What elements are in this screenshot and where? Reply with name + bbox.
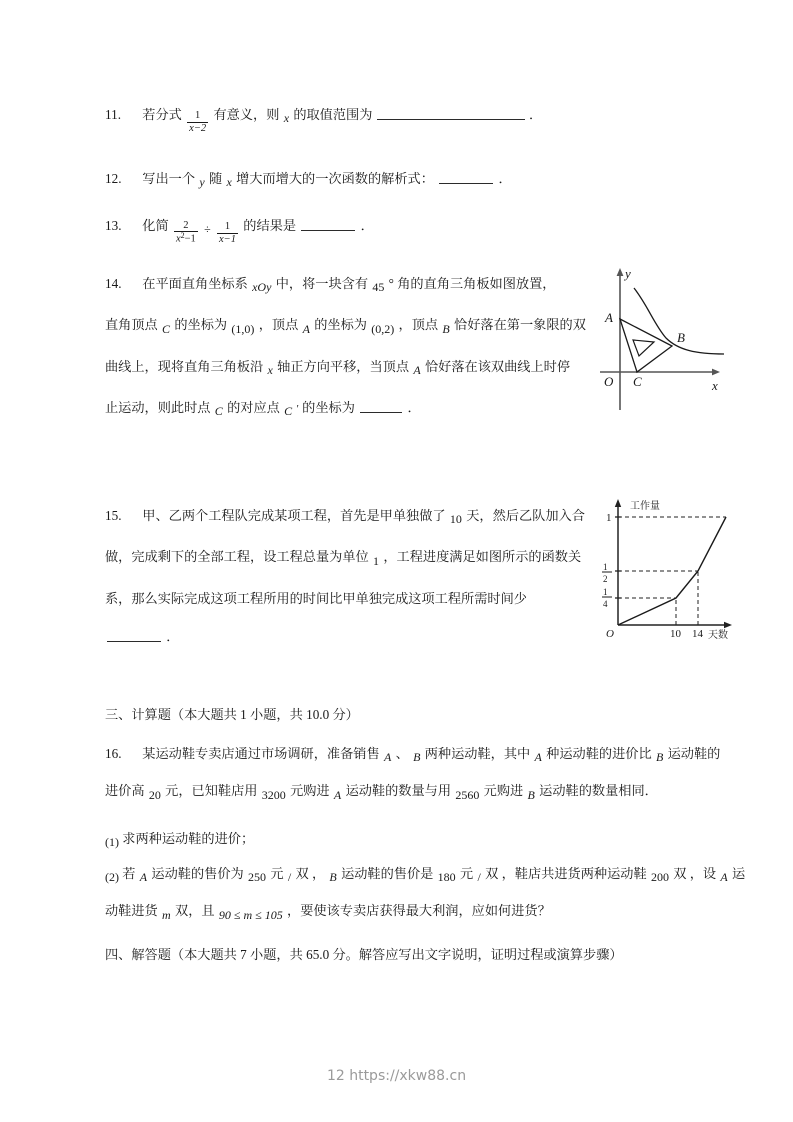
ylabel-half-den: 2 bbox=[603, 574, 608, 584]
q14-t14: 的对应点 bbox=[227, 400, 280, 416]
label-point-A: A bbox=[605, 310, 613, 325]
q16-s2-shuang2: 双 bbox=[485, 866, 499, 881]
q16-shoe-B3: B bbox=[527, 787, 535, 802]
ylabel-quarter-num: 1 bbox=[603, 587, 608, 597]
q15-days-10: 10 bbox=[449, 512, 462, 527]
q16-slash-1: / bbox=[287, 870, 292, 885]
q15-t1: 甲、乙两个工程队完成某项工程，首先是甲单独做了 bbox=[142, 508, 446, 523]
q16-t4: 种运动鞋的进价比 bbox=[546, 746, 652, 761]
question-15-line-2 bbox=[105, 538, 585, 579]
fraction-denominator: x−1 bbox=[219, 234, 236, 246]
denom-exponent: 2 bbox=[180, 231, 185, 241]
fraction-numerator: 2 bbox=[183, 219, 189, 231]
section-4-heading: 四、解答题（本大题共 7 小题，共 65.0 分。解答应写出文字说明，证明过程或演算步骤） bbox=[105, 947, 623, 962]
label-point-C: C bbox=[633, 374, 642, 389]
question-11-answer-blank[interactable] bbox=[377, 106, 525, 120]
q16-t2: 、 bbox=[395, 746, 409, 761]
question-13-text-b: 的结果是 bbox=[243, 218, 297, 233]
label-origin: O bbox=[604, 374, 614, 389]
question-12-text-a: 写出一个 bbox=[142, 171, 196, 186]
q16-s2-yuan1: 元 bbox=[270, 866, 284, 881]
label-axis-x: x bbox=[712, 378, 718, 393]
q16-s2-t6: ，设 bbox=[689, 866, 717, 881]
sub-1-label: (1) bbox=[105, 835, 119, 849]
question-15-line-3 bbox=[105, 580, 585, 618]
question-11-line-1 bbox=[105, 98, 542, 135]
question-16 bbox=[105, 737, 720, 812]
q16-qty-200: 200 bbox=[650, 870, 669, 885]
question-13 bbox=[105, 209, 374, 246]
label-axis-y: y bbox=[625, 266, 631, 281]
question-13-period: ． bbox=[360, 218, 374, 233]
q16-shoe-A3: A bbox=[333, 787, 342, 802]
q16-shoe-A: A bbox=[383, 750, 392, 765]
xlabel-10: 10 bbox=[670, 628, 681, 640]
q16-s2-shuang1: 双 bbox=[295, 866, 309, 881]
q14-t5: 的坐标为 bbox=[174, 317, 228, 333]
chart-x-arrow bbox=[724, 622, 732, 628]
chart-y-arrow bbox=[615, 499, 621, 507]
question-16-sub-2-line-1 bbox=[105, 857, 745, 894]
q14-point-A: A bbox=[302, 321, 310, 336]
question-14-line-1 bbox=[105, 265, 586, 306]
question-12-var-y: y bbox=[199, 175, 205, 190]
q16-price-180: 180 bbox=[437, 870, 456, 885]
q15-period: ． bbox=[166, 628, 180, 644]
q16-t6: 进价高 bbox=[105, 783, 145, 799]
q14-t1: 在平面直角坐标系 bbox=[142, 276, 248, 291]
fraction-numerator: 1 bbox=[195, 110, 201, 122]
question-11-text-a: 若分式 bbox=[142, 107, 182, 122]
q16-t7: 元，已知鞋店用 bbox=[165, 783, 258, 799]
denom-var: x bbox=[175, 234, 181, 246]
question-16-sub-2-line-2 bbox=[105, 894, 745, 931]
section-3-heading: 三、计算题（本大题共 1 小题，共 10.0 分） bbox=[105, 707, 359, 722]
q14-t2: 中，将一块含有 bbox=[275, 276, 369, 291]
question-16-sub-1-line bbox=[105, 822, 254, 859]
question-11-number: 11. bbox=[105, 107, 121, 122]
question-12-text-c: 增大而增大的一次函数的解析式： bbox=[236, 171, 434, 186]
question-12-number: 12. bbox=[105, 171, 122, 186]
chart-y-axis-title: 工作量 bbox=[630, 501, 660, 512]
q14-coord-1-0: (1,0) bbox=[231, 321, 255, 336]
q15-t4: ，工程进度满足如图所示的函数关 bbox=[383, 549, 582, 565]
question-14-line-3 bbox=[105, 348, 586, 389]
question-11-text-c: 的取值范围为 bbox=[293, 107, 373, 122]
q14-t3: 角的直角三角板如图放置， bbox=[397, 276, 556, 291]
question-16-line-1 bbox=[105, 737, 720, 774]
q14-point-C2: C bbox=[214, 404, 223, 419]
label-point-B: B bbox=[677, 330, 685, 345]
q16-s2-t1: 若 bbox=[122, 866, 136, 881]
q14-t8: ，顶点 bbox=[398, 317, 439, 333]
q14-coord-system-xoy: xOy bbox=[252, 280, 272, 295]
fraction-denominator bbox=[174, 231, 198, 245]
question-16-number: 16. bbox=[105, 746, 122, 761]
denom-rest: −1 bbox=[184, 234, 196, 246]
q15-t5: 系，那么实际完成这项工程所用的时间比甲单独完成这项工程所需时间少 bbox=[105, 590, 527, 606]
q16-inequality-range: 90 ≤ m ≤ 105 bbox=[218, 907, 283, 922]
question-12-period: ． bbox=[498, 171, 512, 186]
q16-t11: 运动鞋的数量相同． bbox=[539, 783, 658, 799]
q16-s2-yuan2: 元 bbox=[459, 866, 474, 881]
q16-t9: 运动鞋的数量与用 bbox=[345, 783, 452, 799]
question-11-var-x: x bbox=[283, 111, 290, 126]
q16-shoe-B2: B bbox=[655, 750, 664, 765]
question-11-period: ． bbox=[529, 107, 543, 122]
question-14-line-2 bbox=[105, 306, 586, 347]
inner-triangle bbox=[633, 340, 654, 356]
q16-var-m: m bbox=[162, 907, 171, 922]
footer-watermark: 12 https://xkw88.cn bbox=[326, 1068, 467, 1084]
figure-question-15 bbox=[588, 495, 738, 641]
q14-t10: 曲线上，现将直角三角板沿 bbox=[105, 358, 264, 374]
question-15-answer-blank[interactable] bbox=[107, 628, 161, 642]
figure-15-svg bbox=[588, 495, 738, 641]
question-12-line-1 bbox=[105, 162, 512, 199]
chart-origin-label: O bbox=[606, 628, 614, 640]
division-operator: ÷ bbox=[204, 222, 211, 237]
q14-point-C-prime: C bbox=[284, 404, 293, 419]
q16-shoe-A2: A bbox=[534, 750, 542, 765]
q16-s3-t2: 双，且 bbox=[175, 903, 215, 919]
question-16-sub-1 bbox=[105, 822, 254, 859]
q16-slash-2: / bbox=[477, 870, 481, 885]
question-15-number: 15. bbox=[105, 508, 122, 523]
ylabel-quarter-den: 4 bbox=[603, 599, 608, 609]
sub-2-label: (2) bbox=[105, 870, 119, 884]
q16-price-250: 250 bbox=[248, 870, 267, 885]
q16-s2-shoe-A2: A bbox=[720, 870, 728, 885]
q16-s2-shuang3: 双 bbox=[673, 866, 687, 881]
question-12 bbox=[105, 162, 512, 199]
figure-14-svg bbox=[592, 262, 732, 414]
question-15-line-1 bbox=[105, 497, 585, 538]
question-14-answer-blank[interactable] bbox=[360, 399, 402, 413]
q16-s2-t2: 运动鞋的售价为 bbox=[151, 866, 244, 881]
q16-t5: 运动鞋的 bbox=[667, 746, 721, 761]
q16-s3-t3: ，要使该专卖店获得最大利润，应如何进货？ bbox=[287, 903, 551, 919]
q14-t12: 恰好落在该双曲线上时停 bbox=[424, 358, 571, 374]
q14-point-C: C bbox=[162, 321, 171, 336]
sub-1-text: 求两种运动鞋的进价； bbox=[122, 831, 255, 846]
q16-s2-t3: ， bbox=[311, 866, 326, 881]
q14-t15: 的坐标为 bbox=[302, 400, 355, 416]
xlabel-14: 14 bbox=[692, 628, 703, 640]
ylabel-half-num: 1 bbox=[603, 562, 608, 572]
q14-t9: 恰好落在第一象限的双 bbox=[454, 317, 586, 333]
q15-t2: 天，然后乙队加入合 bbox=[466, 508, 585, 523]
q15-t3: 做，完成剩下的全部工程，设工程总量为单位 bbox=[105, 549, 369, 565]
fraction-denominator: x−2 bbox=[189, 123, 207, 135]
q14-t7: 的坐标为 bbox=[314, 317, 367, 333]
question-16-line-2 bbox=[105, 774, 720, 811]
question-14-number: 14. bbox=[105, 276, 122, 291]
q16-s2-shoe-B: B bbox=[329, 870, 337, 885]
q16-s2-t4: 运动鞋的售价是 bbox=[341, 866, 434, 881]
y-axis-arrow bbox=[617, 268, 624, 276]
q16-shoe-B: B bbox=[413, 750, 421, 765]
q16-s2-t7: 运 bbox=[732, 866, 746, 881]
q14-angle-45: 45 bbox=[372, 280, 385, 295]
q16-t8: 元购进 bbox=[290, 783, 330, 799]
q14-t13: 止运动，则此时点 bbox=[105, 400, 211, 416]
question-15-line-4 bbox=[105, 618, 585, 656]
question-11-text-b: 有意义，则 bbox=[213, 107, 280, 122]
figure-question-14 bbox=[592, 262, 732, 414]
q16-s3-t1: 动鞋进货 bbox=[105, 903, 158, 919]
question-14-line-4 bbox=[105, 389, 586, 430]
q16-amount-3200: 3200 bbox=[261, 787, 286, 802]
question-13-text-a: 化简 bbox=[142, 218, 169, 233]
q16-t1: 某运动鞋专卖店通过市场调研，准备销售 bbox=[142, 746, 380, 761]
q14-t11: 轴正方向平移，当顶点 bbox=[277, 358, 410, 374]
fraction-2-over-x-squared-minus-1 bbox=[172, 220, 200, 246]
question-14 bbox=[105, 265, 586, 430]
question-12-answer-blank[interactable] bbox=[439, 170, 493, 184]
question-15 bbox=[105, 497, 585, 656]
question-11 bbox=[105, 98, 542, 135]
q16-t3: 两种运动鞋，其中 bbox=[424, 746, 531, 761]
question-13-number: 13. bbox=[105, 218, 122, 233]
q16-amount-2560: 2560 bbox=[455, 787, 480, 802]
question-12-var-x: x bbox=[226, 175, 232, 190]
q14-axis-x: x bbox=[267, 363, 273, 378]
q16-s2-shoe-A: A bbox=[139, 870, 148, 885]
q15-unit-1: 1 bbox=[373, 553, 380, 568]
question-16-sub-2 bbox=[105, 857, 745, 932]
triangle-ABC bbox=[620, 319, 672, 372]
q14-t4: 直角顶点 bbox=[105, 317, 158, 333]
q14-prime-mark: ′ bbox=[296, 403, 299, 416]
q14-t6: ，顶点 bbox=[258, 317, 299, 333]
chart-x-axis-title: 天数 bbox=[708, 630, 728, 641]
ylabel-1: 1 bbox=[606, 512, 612, 524]
q16-price-diff-20: 20 bbox=[148, 787, 161, 802]
q16-s2-t5: ，鞋店共进货两种运动鞋 bbox=[501, 866, 647, 881]
fraction-numerator: 1 bbox=[224, 221, 231, 233]
fraction-1-over-x-minus-2 bbox=[185, 110, 210, 135]
q14-point-B: B bbox=[442, 321, 450, 336]
question-12-text-b: 随 bbox=[208, 171, 223, 186]
q14-degree-sign: ° bbox=[388, 276, 394, 291]
q14-point-A2: A bbox=[413, 363, 421, 378]
q14-coord-0-2: (0,2) bbox=[371, 321, 395, 336]
question-13-line-1 bbox=[105, 209, 374, 246]
question-13-answer-blank[interactable] bbox=[301, 217, 355, 231]
q14-period: ． bbox=[407, 400, 421, 416]
q16-t10: 元购进 bbox=[483, 783, 524, 799]
fraction-1-over-x-minus-1 bbox=[215, 221, 240, 246]
x-axis-arrow bbox=[712, 369, 720, 376]
